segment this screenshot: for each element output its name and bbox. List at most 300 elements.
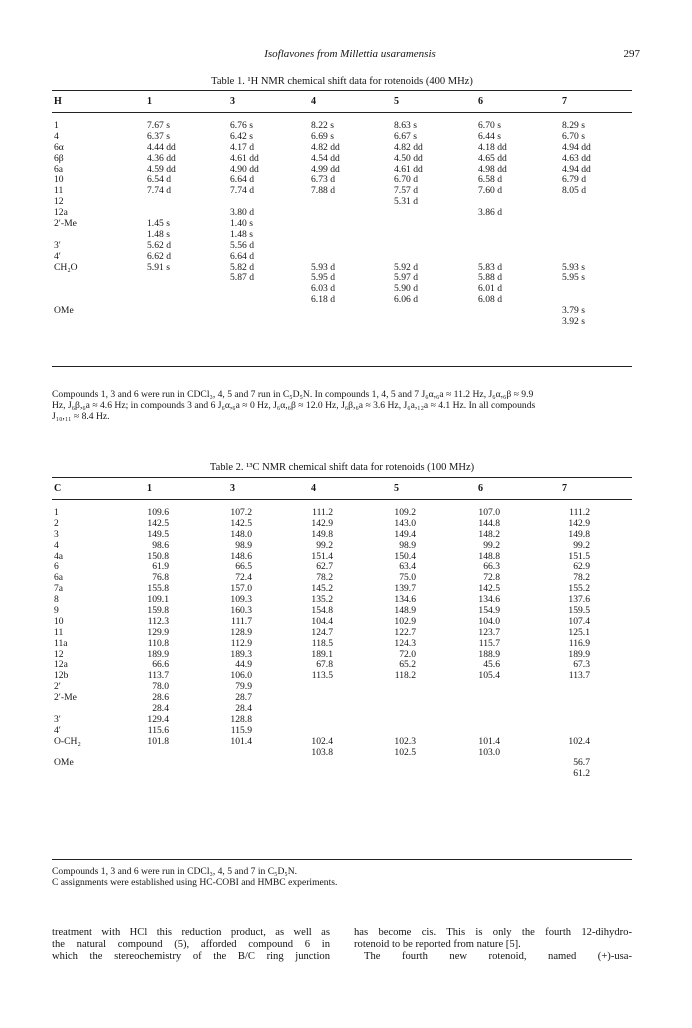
table1-column-compound-6 <box>478 121 507 328</box>
table2-cell: 101.8 <box>147 735 169 747</box>
table2-cell: 118.2 <box>394 670 416 682</box>
table2-column-compound-7 <box>557 508 590 780</box>
table2-cell: 109.1 <box>147 594 169 606</box>
table2-cell: 145.2 <box>311 583 333 595</box>
table1-cell: 4.94 dd <box>562 163 591 175</box>
table2-cell: 149.5 <box>147 528 169 540</box>
table2-cell <box>300 769 333 780</box>
table1-row-label: 3′ <box>54 239 61 251</box>
table2-cell: 142.5 <box>230 517 252 529</box>
table1-cell: 5.56 d <box>230 239 254 251</box>
table2-cell: 109.2 <box>394 507 416 518</box>
table1-cell: 6.62 d <box>147 250 171 262</box>
table2-header-compound-5: 5 <box>394 483 399 494</box>
table2-row-label: O-CH₂ <box>54 735 81 747</box>
table2-cell: 129.9 <box>147 626 169 638</box>
table1-cell: 4.98 dd <box>478 163 507 175</box>
table2-cell: 148.9 <box>394 605 416 617</box>
table2-cell <box>383 769 416 780</box>
table2-row-label: 8 <box>54 594 59 606</box>
table2-cell: 189.1 <box>311 648 333 660</box>
table1-row-label: 4′ <box>54 250 61 262</box>
table2-header-compound-4: 4 <box>311 483 316 494</box>
table1-cell: 5.87 d <box>230 272 254 284</box>
table1-cell: 5.62 d <box>147 239 171 251</box>
table2-bottom-rule <box>52 859 632 860</box>
table1-cell: 6.08 d <box>478 294 502 306</box>
table2-cell: 154.8 <box>311 605 333 617</box>
table2-cell: 118.5 <box>311 637 333 649</box>
table1-row-label: 6β <box>54 152 64 164</box>
table1-cell <box>230 317 259 328</box>
table1-row-label: 4 <box>54 130 59 142</box>
table2-cell <box>219 748 252 759</box>
table1-footnote <box>52 389 632 423</box>
table2-cell <box>300 715 333 726</box>
table2-column-compound-5 <box>383 508 416 780</box>
table1-cell: 5.83 d <box>478 261 502 273</box>
table1-row-label: 10 <box>54 174 64 186</box>
table2-row-label: 3′ <box>54 713 61 725</box>
table1-cell <box>394 306 423 317</box>
table2-cell: 28.7 <box>235 692 252 704</box>
running-title: Isoflavones from Millettia usaramensis <box>264 48 436 60</box>
table1-cell: 1.40 s <box>230 218 253 230</box>
table1-cell: 7.88 d <box>311 185 335 197</box>
table2-cell: 103.0 <box>478 746 500 758</box>
table1-cell: 6.70 s <box>562 130 585 142</box>
table2-row-label: 7a <box>54 583 64 595</box>
table1-header-compound-1: 1 <box>147 96 152 107</box>
table2-cell: 150.8 <box>147 550 169 562</box>
table1-cell <box>394 252 423 263</box>
table2-cell <box>557 693 590 704</box>
table2-cell: 113.7 <box>147 670 169 682</box>
table1-header-compound-5: 5 <box>394 96 399 107</box>
table1-cell: 7.57 d <box>394 185 418 197</box>
table1-cell <box>311 197 340 208</box>
table1-cell: 5.92 d <box>394 261 418 273</box>
table2-cell <box>300 682 333 693</box>
table1-cell: 6.70 s <box>478 120 501 131</box>
table2-cell: 107.4 <box>568 615 590 627</box>
table2-row-label: 2 <box>54 517 59 529</box>
table2-cell: 66.6 <box>152 659 169 671</box>
table2-cell <box>467 704 500 715</box>
table2-cell: 112.9 <box>230 637 252 649</box>
table2-cell: 189.9 <box>147 648 169 660</box>
table1-cell <box>311 306 340 317</box>
table2-cell: 109.3 <box>230 594 252 606</box>
table1-row-label: OMe <box>54 305 74 317</box>
table1-cell: 5.93 d <box>311 261 335 273</box>
table2-cell: 109.6 <box>147 507 169 518</box>
table2-cell: 155.8 <box>147 583 169 595</box>
table1-header-compound-3: 3 <box>230 96 235 107</box>
table2-cell <box>383 682 416 693</box>
table1-cell <box>147 306 176 317</box>
body-line: the natural compound (5), afforded compound 6 in <box>52 939 330 951</box>
table1-cell: 3.92 s <box>562 316 585 328</box>
table2-cell: 61.9 <box>152 561 169 573</box>
table1-cell: 5.91 s <box>147 261 170 273</box>
table2-cell: 124.7 <box>311 626 333 638</box>
body-line: treatment with HCl this reduction product, as well as <box>52 927 330 938</box>
table2-cell: 124.3 <box>394 637 416 649</box>
table2-column-compound-4 <box>300 508 333 780</box>
table2-cell: 28.4 <box>152 703 169 715</box>
table2-cell: 111.2 <box>569 507 590 518</box>
table1-cell <box>147 197 176 208</box>
table1-cell: 6.67 s <box>394 130 417 142</box>
table2-column-compound-3 <box>219 508 252 780</box>
table1-cell <box>147 317 176 328</box>
table1-header-h: H <box>54 96 62 107</box>
table1-row-label: 2′-Me <box>54 218 77 230</box>
table1-footnote-line: Hz, J₆β,₆a ≈ 4.6 Hz; in compounds 3 and 6 J₆α,₆a ≈ 0 Hz, J₆α,₆β ≈ 12.0 Hz, J₆β,₆a ≈ 3.6 Hz, J₆a,₁₂a ≈ 4.1 Hz. In all compounds <box>52 400 536 412</box>
table1-cell <box>230 295 259 306</box>
table1-cell: 4.44 dd <box>147 141 176 153</box>
table2-cell <box>219 758 252 769</box>
table2-cell: 188.9 <box>478 648 500 660</box>
table1-cell: 1.48 s <box>147 228 170 240</box>
table1-cell: 6.42 s <box>230 130 253 142</box>
table2-cell <box>467 758 500 769</box>
table2-cell: 106.0 <box>230 670 252 682</box>
table2-cell: 78.2 <box>573 572 590 584</box>
table1-cell: 4.50 dd <box>394 152 423 164</box>
table1-cell <box>147 295 176 306</box>
table2-row-label: 4a <box>54 550 64 562</box>
table1-cell <box>394 317 423 328</box>
table2-caption: Table 2. ¹³C NMR chemical shift data for rotenoids (100 MHz) <box>209 462 475 473</box>
table2-cell <box>467 769 500 780</box>
table2-cell <box>136 758 169 769</box>
table2-cell: 107.0 <box>478 507 500 518</box>
table1-cell: 3.86 d <box>478 207 502 219</box>
table2-cell: 102.9 <box>394 615 416 627</box>
table2-footnote <box>52 866 632 888</box>
table2-cell: 104.4 <box>311 615 333 627</box>
table2-cell: 56.7 <box>573 757 590 769</box>
table1-cell <box>562 197 591 208</box>
table1-cell <box>230 284 259 295</box>
page-number: 297 <box>623 48 640 60</box>
table1-column-compound-1 <box>147 121 176 328</box>
table2-cell: 189.9 <box>568 648 590 660</box>
table2-row-label: 12 <box>54 648 64 660</box>
table1-cell: 3.79 s <box>562 305 585 317</box>
table1-cell: 6.58 d <box>478 174 502 186</box>
table1-cell: 6.37 s <box>147 130 170 142</box>
table1-cell: 4.99 dd <box>311 163 340 175</box>
table1-cell: 6.64 d <box>230 174 254 186</box>
table2-row-label: 6 <box>54 561 59 573</box>
table2-cell <box>557 682 590 693</box>
table1-row-label: 1 <box>54 120 59 131</box>
table2-cell: 135.2 <box>311 594 333 606</box>
table2-cell: 78.0 <box>152 681 169 693</box>
table2-row-label: 11 <box>54 626 64 638</box>
table2-cell: 116.9 <box>568 637 590 649</box>
table2-cell: 128.8 <box>230 713 252 725</box>
table1-cell <box>478 230 507 241</box>
table2-header-compound-1: 1 <box>147 483 152 494</box>
table2-cell: 137.6 <box>568 594 590 606</box>
table2-cell: 101.4 <box>230 735 252 747</box>
table2-cell: 110.8 <box>147 637 169 649</box>
table1-cell <box>147 284 176 295</box>
table2-row-label <box>54 769 81 780</box>
table2-cell: 104.0 <box>478 615 500 627</box>
table2-row-label: 12a <box>54 659 68 671</box>
table1-cell: 5.90 d <box>394 283 418 295</box>
table1-row-label: 6a <box>54 163 64 175</box>
table1-cell <box>562 241 591 252</box>
table2-cell: 28.4 <box>235 703 252 715</box>
table1-cell: 4.63 dd <box>562 152 591 164</box>
table2-cell: 139.7 <box>394 583 416 595</box>
table2-cell: 102.5 <box>394 746 416 758</box>
body-line: The fourth new rotenoid, named (+)-usa- <box>364 951 632 963</box>
table1-row-label <box>54 273 78 284</box>
table2-cell: 102.4 <box>568 735 590 747</box>
table1-cell: 6.76 s <box>230 120 253 131</box>
table2-cell: 67.3 <box>573 659 590 671</box>
table1-cell: 8.22 s <box>311 120 334 131</box>
table2-cell: 155.2 <box>568 583 590 595</box>
table2-cell: 99.2 <box>483 539 500 551</box>
table1-cell: 5.31 d <box>394 196 418 208</box>
body-column-right <box>354 927 632 964</box>
table1-row-label: CH₂O <box>54 261 78 273</box>
table1-cell: 5.88 d <box>478 272 502 284</box>
table1-column-compound-4 <box>311 121 340 328</box>
table1-cell <box>562 208 591 219</box>
table1-cell: 6.18 d <box>311 294 335 306</box>
table1-cell: 5.97 d <box>394 272 418 284</box>
table2-cell: 148.2 <box>478 528 500 540</box>
table2-cell: 79.9 <box>235 681 252 693</box>
table2-header-c: C <box>54 483 62 494</box>
table2-header-compound-3: 3 <box>230 483 235 494</box>
table1-cell: 4.61 dd <box>394 163 423 175</box>
table1-cell: 7.74 d <box>230 185 254 197</box>
table2-cell: 115.9 <box>230 724 252 736</box>
table2-cell <box>383 758 416 769</box>
table2-row-label: 4 <box>54 539 59 551</box>
table1 <box>52 90 632 400</box>
table1-cell: 4.18 dd <box>478 141 507 153</box>
table1-cell: 4.59 dd <box>147 163 176 175</box>
table1-cell: 7.74 d <box>147 185 171 197</box>
table2-cell: 113.5 <box>311 670 333 682</box>
table2-cell: 125.1 <box>568 626 590 638</box>
table1-cell: 4.61 dd <box>230 152 259 164</box>
table2-cell: 28.6 <box>152 692 169 704</box>
table2-cell: 160.3 <box>230 605 252 617</box>
table2-cell: 45.6 <box>483 659 500 671</box>
table1-cell: 4.90 dd <box>230 163 259 175</box>
table1-cell: 7.67 s <box>147 120 170 131</box>
table2-row-label: 6a <box>54 572 64 584</box>
table2-header-compound-7: 7 <box>562 483 567 494</box>
table2-header-rule <box>52 499 632 500</box>
table2-cell: 142.5 <box>147 517 169 529</box>
table1-row-label: 12 <box>54 196 64 208</box>
table2-cell: 76.8 <box>152 572 169 584</box>
table1-row-label: 6α <box>54 141 64 153</box>
table2-cell <box>383 693 416 704</box>
table2-cell: 115.6 <box>147 724 169 736</box>
table1-cell <box>562 252 591 263</box>
table1-cell: 4.82 dd <box>311 141 340 153</box>
table2-cell: 103.8 <box>311 746 333 758</box>
table1-cell: 8.63 s <box>394 120 417 131</box>
table1-cell: 8.29 s <box>562 120 585 131</box>
running-header <box>60 48 640 64</box>
table1-cell <box>478 306 507 317</box>
table1-cell: 5.95 s <box>562 272 585 284</box>
table2-cell: 98.9 <box>235 539 252 551</box>
table2-cell: 98.9 <box>399 539 416 551</box>
table1-cell <box>394 208 423 219</box>
table2-cell: 44.9 <box>235 659 252 671</box>
table2-cell: 148.0 <box>230 528 252 540</box>
table1-footnote-line: Compounds 1, 3 and 6 were run in CDCl₃, 4, 5 and 7 run in C₅D₅N. In compounds 1, 4, 5 and 7 J₆α,₆a ≈ 11.2 Hz, J₆α,₆β ≈ 9.9 <box>52 389 534 400</box>
table2-cell <box>300 693 333 704</box>
table2-cell <box>300 758 333 769</box>
table2-cell: 150.4 <box>394 550 416 562</box>
table1-cell: 4.54 dd <box>311 152 340 164</box>
table1-cell: 4.65 dd <box>478 152 507 164</box>
table1-row-label <box>54 284 78 295</box>
table1-cell: 4.17 d <box>230 141 254 153</box>
table2-row-label: 4′ <box>54 724 61 736</box>
table2-cell: 149.8 <box>311 528 333 540</box>
table2-cell: 159.8 <box>147 605 169 617</box>
table2-header-compound-6: 6 <box>478 483 483 494</box>
table1-cell: 1.48 s <box>230 228 253 240</box>
table2-cell: 111.2 <box>312 507 333 518</box>
table2-cell: 78.2 <box>316 572 333 584</box>
table2-cell: 143.0 <box>394 517 416 529</box>
table2-cell: 99.2 <box>316 539 333 551</box>
table1-cell <box>147 273 176 284</box>
table2-cell: 72.0 <box>399 648 416 660</box>
table2-cell: 142.9 <box>568 517 590 529</box>
table1-column-compound-5 <box>394 121 423 328</box>
table1-cell: 1.45 s <box>147 218 170 230</box>
table2-cell: 105.4 <box>478 670 500 682</box>
table2-cell <box>136 769 169 780</box>
table2-cell: 63.4 <box>399 561 416 573</box>
table1-cell: 5.93 s <box>562 261 585 273</box>
table2-cell: 129.4 <box>147 713 169 725</box>
table2-cell: 151.5 <box>568 550 590 562</box>
table1-cell: 6.01 d <box>478 283 502 295</box>
body-line: has become cis. This is only the fourth 12-dihydro- <box>354 927 632 938</box>
table1-cell <box>311 230 340 241</box>
table2-cell: 151.4 <box>311 550 333 562</box>
table1-cell <box>394 241 423 252</box>
table1-column-compound-7 <box>562 121 591 328</box>
table2-cell: 102.3 <box>394 735 416 747</box>
table2-cell <box>467 693 500 704</box>
table1-cell: 8.05 d <box>562 185 586 197</box>
table1-cell: 4.36 dd <box>147 152 176 164</box>
table1-cell <box>394 219 423 230</box>
table2-row-labels <box>54 508 81 780</box>
table1-cell: 6.54 d <box>147 174 171 186</box>
body-column-left <box>52 927 330 964</box>
table2-cell: 111.7 <box>231 615 252 627</box>
table1-cell <box>311 252 340 263</box>
table1-cell: 6.69 s <box>311 130 334 142</box>
body-line: rotenoid to be reported from nature [5]. <box>354 939 521 951</box>
table2-row-label: 9 <box>54 605 59 617</box>
table1-cell: 6.73 d <box>311 174 335 186</box>
table1-cell: 5.82 d <box>230 261 254 273</box>
table2-cell: 142.9 <box>311 517 333 529</box>
table1-row-label: 11 <box>54 185 64 197</box>
table1-cell: 6.70 d <box>394 174 418 186</box>
table1-row-label <box>54 317 78 328</box>
table2-cell <box>557 704 590 715</box>
table2-cell: 72.8 <box>483 572 500 584</box>
table1-cell: 4.94 dd <box>562 141 591 153</box>
table2-row-label: OMe <box>54 757 74 769</box>
table2-footnote-line: Compounds 1, 3 and 6 were run in CDCl₃, 4, 5 and 7 in C₅D₅N. <box>52 866 298 877</box>
table2-cell: 65.2 <box>399 659 416 671</box>
table2-row-label: 2′ <box>54 681 61 693</box>
table2-row-label: 3 <box>54 528 59 540</box>
table2-footnote-line: C assignments were established using HC-COBI and HMBC experiments. <box>52 877 338 889</box>
table1-column-compound-3 <box>230 121 259 328</box>
table2-cell: 149.4 <box>394 528 416 540</box>
table2-row-label: 11a <box>54 637 68 649</box>
table1-header-rule <box>52 112 632 113</box>
table2-cell <box>467 715 500 726</box>
table1-cell: 5.95 d <box>311 272 335 284</box>
table2-cell: 113.7 <box>568 670 590 682</box>
table2-cell: 107.2 <box>230 507 252 518</box>
table1-cell <box>311 208 340 219</box>
table2-cell: 98.6 <box>152 539 169 551</box>
table2-cell: 189.3 <box>230 648 252 660</box>
table2-cell: 128.9 <box>230 626 252 638</box>
table2-cell: 102.4 <box>311 735 333 747</box>
table2-cell <box>383 715 416 726</box>
table2-cell: 99.2 <box>573 539 590 551</box>
table1-cell: 6.03 d <box>311 283 335 295</box>
table1-cell <box>394 230 423 241</box>
table1-cell: 6.79 d <box>562 174 586 186</box>
table1-cell <box>230 306 259 317</box>
table2-cell: 142.5 <box>478 583 500 595</box>
table1-cell: 4.82 dd <box>394 141 423 153</box>
table2-cell: 123.7 <box>478 626 500 638</box>
table2-top-rule <box>52 477 632 478</box>
table1-cell <box>562 219 591 230</box>
table1-cell <box>562 284 591 295</box>
table2-cell: 159.5 <box>568 605 590 617</box>
table2-cell: 62.7 <box>316 561 333 573</box>
table2-cell: 67.8 <box>316 659 333 671</box>
table2-row-label: 1 <box>54 507 59 518</box>
table1-top-rule <box>52 90 632 91</box>
table2-cell: 66.5 <box>235 561 252 573</box>
